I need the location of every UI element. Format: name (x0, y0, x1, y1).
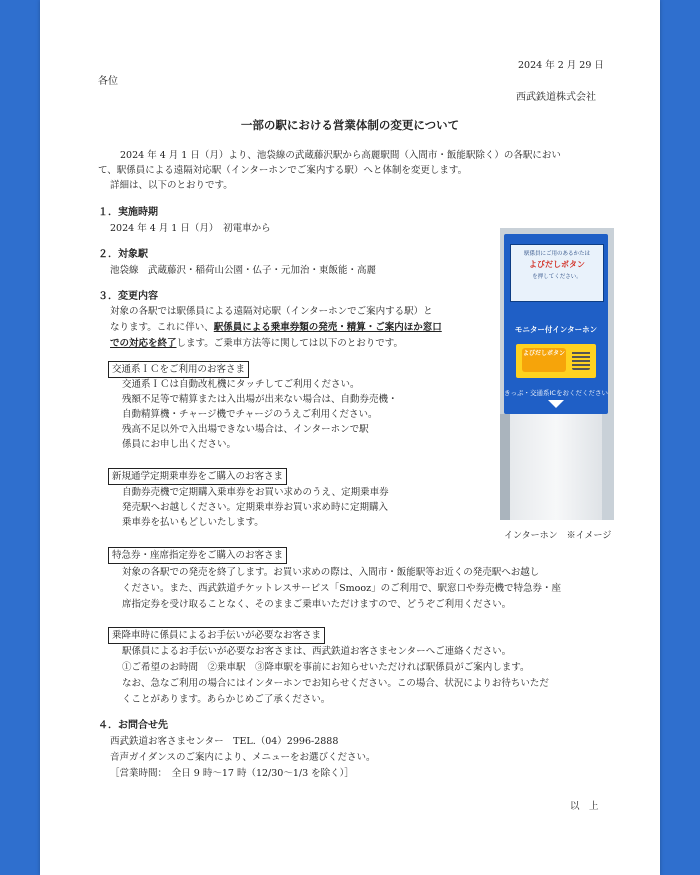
section-3-line-3 (110, 337, 403, 351)
screen-top-text: 駅係員にご用のあるかたは (523, 251, 590, 257)
section-4-heading: ４．お問合せ先 (98, 720, 168, 731)
window-service-end-notice-cont: での対応を終了 (110, 338, 177, 349)
document-title: 一部の駅における営業体制の変更について (240, 118, 460, 132)
kiosk-side (500, 414, 510, 520)
express-line-2: ください。また、西武鉄道チケットレスサービス「Smooz」のご利用で、駅窓口や券売機で特急券・座 (122, 583, 561, 594)
photo-caption: インターホン ※イメージ (504, 531, 612, 541)
commuter-pass-heading: 新規通学定期乗車券をご購入のお客さま (108, 468, 287, 485)
contact-guidance-line: 音声ガイダンスのご案内により、メニューをお選びください。 (110, 752, 376, 763)
contact-center-line: 西武鉄道お客さまセンター TEL.（04）2996-2888 (110, 736, 339, 747)
assistance-heading: 乗降車時に係員によるお手伝いが必要なお客さま (108, 627, 325, 644)
section-2-body: 池袋線 武蔵藤沢・稲荷山公園・仏子・元加治・東飯能・高麗 (110, 265, 377, 276)
sender: 西武鉄道株式会社 (516, 92, 596, 103)
express-line-1: 対象の各駅での発売を終了します。お買い求めの際は、入間市・飯能駅等お近くの発売駅へお越し (122, 567, 540, 578)
pass-line-2: 発売駅へお越しください。定期乗車券お買い求め時に定期購入 (122, 502, 389, 513)
section-3-heading: ３．変更内容 (98, 291, 158, 302)
ic-users-heading: 交通系ＩＣをご利用のお客さま (108, 361, 249, 378)
arrow-down-icon (548, 400, 564, 408)
window-service-end-notice: 駅係員による乗車券類の発売・精算・ご案内ほか窓口 (213, 322, 442, 333)
pass-line-1: 自動券売機で定期購入乗車券をお買い求めのうえ、定期乗車券 (122, 487, 389, 498)
ic-line-5: 係員にお申し出ください。 (122, 439, 237, 450)
section-1-body: 2024 年 4 月 1 日（月） 初電車から (110, 223, 271, 234)
section-3-line-1: 対象の各駅では駅係員による遠隔対応駅（インターホンでご案内する駅）と (110, 306, 433, 317)
intercom-screen (510, 244, 604, 302)
express-line-3: 席指定券を受け取ることなく、そのままご乗車いただけますので、どうぞご利用ください。 (122, 599, 512, 610)
speaker-grille-icon (572, 350, 590, 370)
intercom-kiosk (504, 234, 608, 414)
express-ticket-heading: 特急券・座席指定券をご購入のお客さま (108, 547, 287, 564)
section-2-heading: ２．対象駅 (98, 249, 148, 260)
document-page (40, 0, 660, 875)
assist-line-2: ①ご希望のお時間 ②乗車駅 ③降車駅を事前にお知らせいただければ駅係員がご案内します。 (122, 662, 530, 673)
ic-line-3: 自動精算機・チャージ機でチャージのうえご利用ください。 (122, 409, 378, 420)
assist-line-3: なお、急なご利用の場合にはインターホンでお知らせください。この場合、状況によりお待ちいただ (122, 678, 549, 689)
intercom-panel-label: モニター付インターホン (514, 325, 598, 334)
section-3-line-3-text: します。ご乗車方法等に関しては以下のとおりです。 (176, 338, 403, 349)
call-button: よびだしボタン (522, 348, 566, 372)
contact-hours-line: ［営業時間： 全日 9 時～17 時（12/30～1/3 を除く）］ (110, 768, 354, 779)
assist-line-4: くことがあります。あらかじめご了承ください。 (122, 694, 331, 705)
intro-line-1: 2024 年 4 月 1 日（月）より、池袋線の武蔵藤沢駅から高麗駅間（入間市・飯能駅除く）の各駅におい (120, 150, 561, 161)
document-date: 2024 年 2 月 29 日 (518, 60, 604, 71)
section-3-line-2-text: なります。これに伴い、 (110, 322, 214, 333)
intro-line-3: 詳細は、以下のとおりです。 (110, 180, 233, 191)
ic-line-2: 残額不足等で精算または入出場が出来ない場合は、自動券売機・ (122, 394, 398, 405)
section-3-line-2 (110, 321, 442, 335)
closing: 以 上 (570, 801, 599, 812)
assist-line-1: 駅係員によるお手伝いが必要なお客さまは、西武鉄道お客さまセンターへご連絡ください。 (122, 646, 512, 657)
section-1-heading: １．実施時期 (98, 207, 158, 218)
intercom-yellow-panel (516, 344, 596, 378)
addressee: 各位 (98, 76, 118, 87)
intercom-photo (500, 228, 614, 520)
pass-line-3: 乗車券を払いもどしいたします。 (122, 517, 264, 528)
screen-sub-text: を押してください。 (532, 274, 582, 280)
ic-line-4: 残高不足以外で入出場できない場合は、インターホンで駅 (122, 424, 369, 435)
intro-line-2: て、駅係員による遠隔対応駅（インターホンでご案内する駅）へと体制を変更します。 (98, 165, 468, 176)
ic-line-1: 交通系ＩＣは自動改札機にタッチしてご利用ください。 (122, 379, 360, 390)
ticket-reader-label: きっぷ・交通系ICをおくだください (504, 389, 608, 397)
kiosk-body (510, 414, 602, 520)
screen-main-text: よびだしボタン (529, 260, 585, 269)
